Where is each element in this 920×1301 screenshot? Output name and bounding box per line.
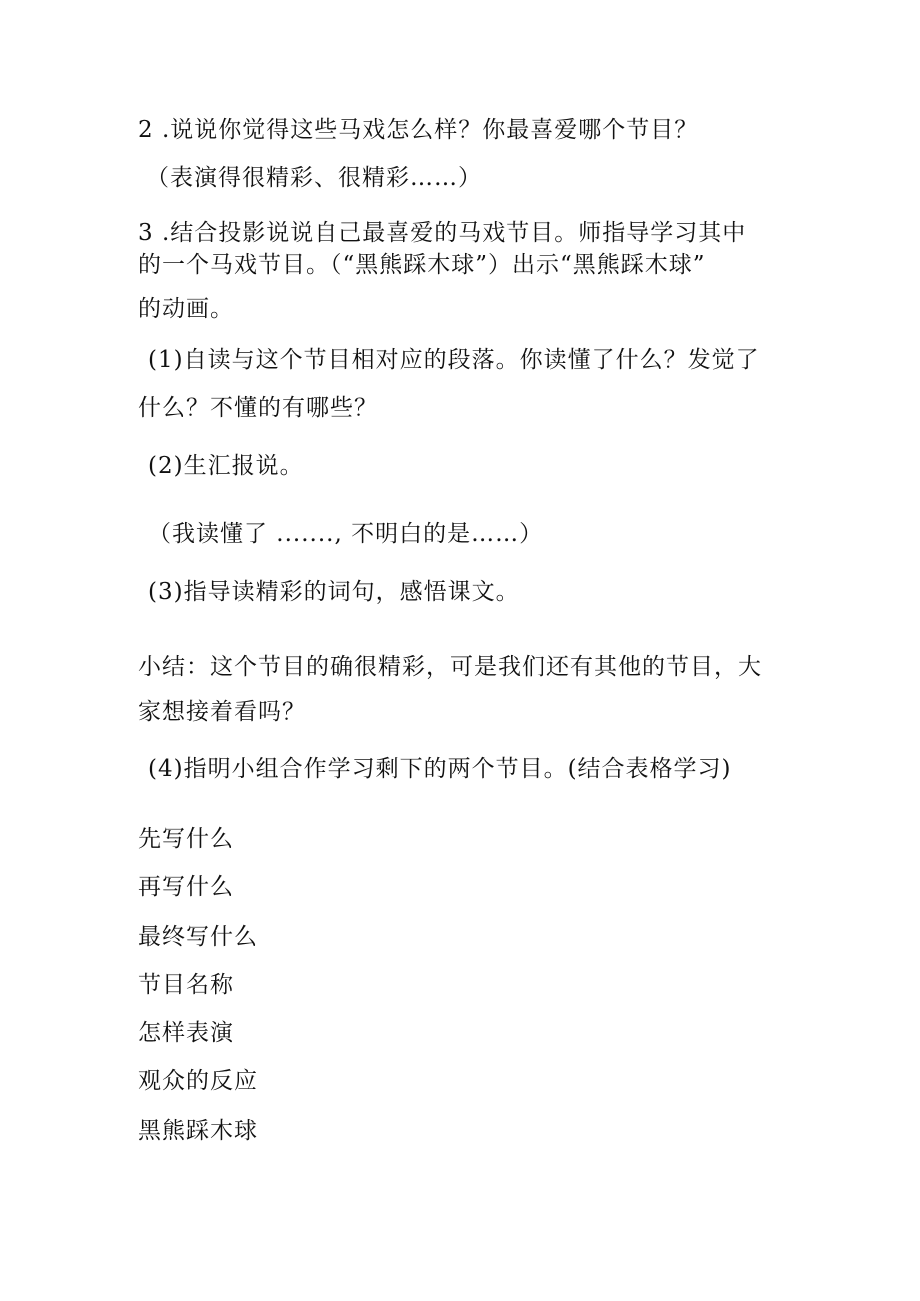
step-2: (2)生汇报说。: [148, 453, 304, 479]
question-3-line-3: 的动画。: [138, 296, 234, 322]
summary-line-2: 家想接着看吗？: [138, 699, 306, 725]
table-item-program-name: 节目名称: [138, 972, 234, 998]
step-1-line-2: 什么？不懂的有哪些？: [138, 395, 378, 421]
table-item-how-performed: 怎样表演: [138, 1020, 234, 1046]
table-item-then: 再写什么: [138, 874, 234, 900]
step-2-answer: （我读懂了 ......., 不明白的是……）: [148, 521, 544, 547]
question-3-line-2: 的一个马戏节目。（“黑熊踩木球”）出示“黑熊踩木球”: [138, 252, 706, 278]
question-3-line-1: 3 .结合投影说说自己最喜爱的马戏节目。师指导学习其中: [138, 220, 747, 246]
answer-2: （表演得很精彩、很精彩……）: [146, 165, 482, 191]
step-3: (3)指导读精彩的词句，感悟课文。: [148, 579, 520, 605]
step-1-line-1: (1)自读与这个节目相对应的段落。你读懂了什么？发觉了: [148, 347, 760, 373]
table-item-first: 先写什么: [138, 826, 234, 852]
table-item-bear-ball: 黑熊踩木球: [138, 1118, 258, 1144]
table-item-finally: 最终写什么: [138, 924, 258, 950]
question-2: 2 .说说你觉得这些马戏怎么样？你最喜爱哪个节目？: [138, 117, 699, 143]
summary-line-1: 小结：这个节目的确很精彩，可是我们还有其他的节目，大: [138, 654, 762, 680]
table-item-audience-reaction: 观众的反应: [138, 1068, 258, 1094]
step-4: (4)指明小组合作学习剩下的两个节目。(结合表格学习): [148, 756, 732, 782]
